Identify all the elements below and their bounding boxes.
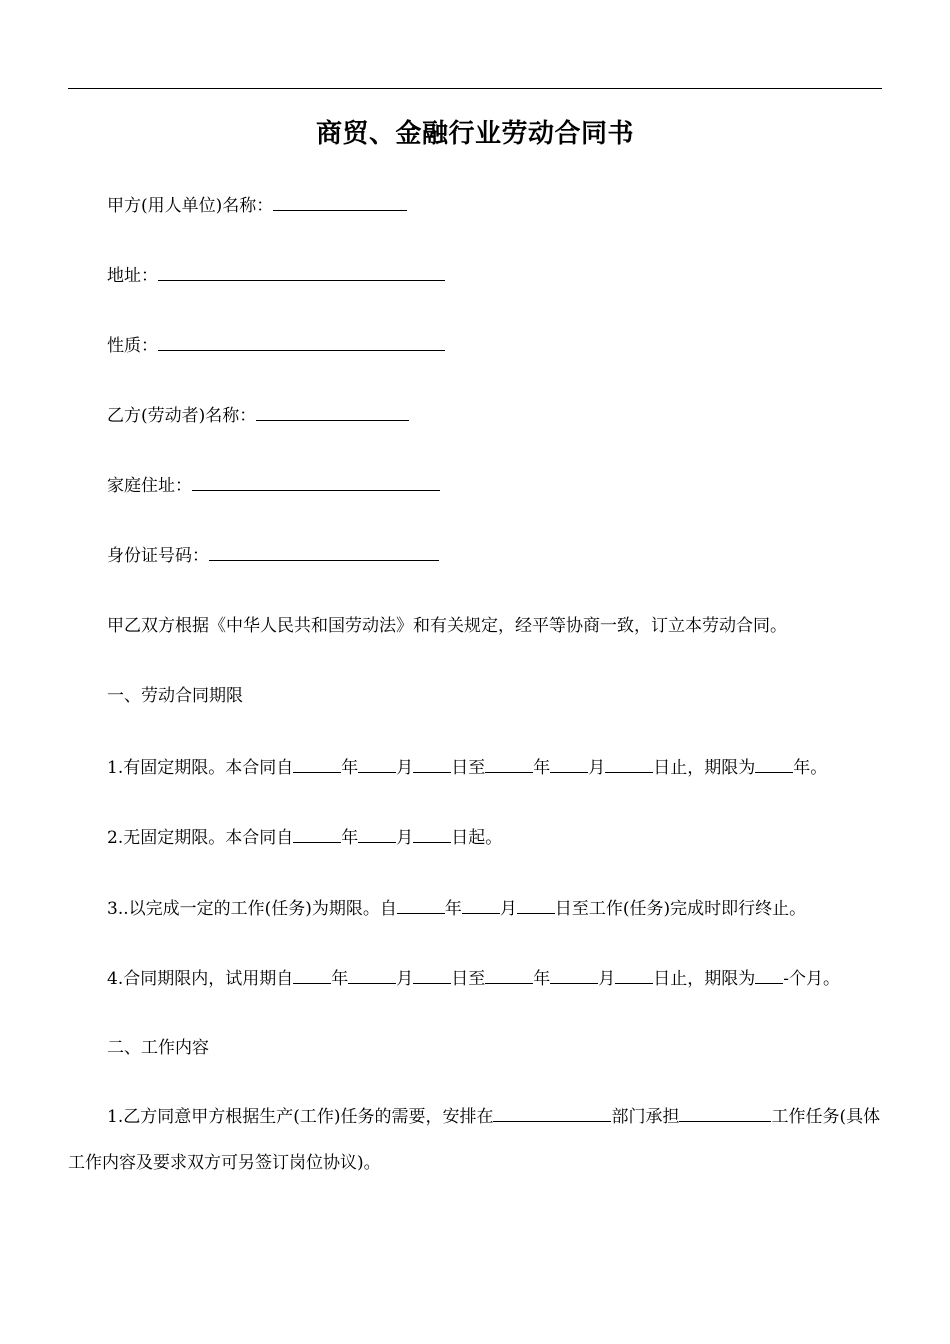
term1-text-c: 月 bbox=[396, 758, 414, 778]
term2-year-blank[interactable] bbox=[293, 825, 341, 843]
nature-line bbox=[107, 333, 445, 358]
term3-month-blank[interactable] bbox=[462, 896, 500, 914]
term4-text-d: 日至 bbox=[451, 969, 486, 989]
term4-end-day-blank[interactable] bbox=[615, 966, 653, 984]
work1-paragraph bbox=[68, 1094, 882, 1186]
term3-day-blank[interactable] bbox=[517, 896, 555, 914]
term1-text-e: 年 bbox=[533, 758, 551, 778]
term1-line bbox=[107, 755, 827, 780]
address-blank[interactable] bbox=[158, 263, 445, 281]
term4-text-c: 月 bbox=[396, 969, 414, 989]
home-address-blank[interactable] bbox=[192, 473, 440, 491]
term1-end-month-blank[interactable] bbox=[550, 755, 588, 773]
term2-day-blank[interactable] bbox=[413, 825, 451, 843]
term1-end-year-blank[interactable] bbox=[485, 755, 533, 773]
work1-text-a: 1.乙方同意甲方根据生产(工作)任务的需要，安排在 bbox=[107, 1107, 494, 1127]
term1-text-f: 月 bbox=[588, 758, 606, 778]
party-a-label: 甲方(用人单位)名称： bbox=[107, 196, 274, 216]
work1-task-blank[interactable] bbox=[679, 1104, 771, 1122]
party-b-label: 乙方(劳动者)名称： bbox=[107, 406, 257, 426]
term1-text-b: 年 bbox=[341, 758, 359, 778]
party-b-line bbox=[107, 403, 409, 428]
term1-start-month-blank[interactable] bbox=[358, 755, 396, 773]
term2-text-a: 2.无固定期限。本合同自 bbox=[107, 828, 294, 848]
term1-years-blank[interactable] bbox=[755, 755, 793, 773]
term4-months-blank[interactable] bbox=[755, 966, 783, 984]
term1-text-a: 1.有固定期限。本合同自 bbox=[107, 758, 294, 778]
term1-text-g: 日止，期限为 bbox=[653, 758, 756, 778]
term4-text-g: 日止，期限为 bbox=[653, 969, 756, 989]
top-rule bbox=[68, 88, 882, 89]
term4-end-year-blank[interactable] bbox=[485, 966, 533, 984]
term3-line bbox=[107, 896, 806, 921]
document-title: 商贸、金融行业劳动合同书 bbox=[315, 119, 634, 149]
section1-heading: 一、劳动合同期限 bbox=[107, 686, 243, 706]
party-b-name-blank[interactable] bbox=[256, 403, 409, 421]
term1-text-h: 年。 bbox=[793, 758, 828, 778]
address-label: 地址： bbox=[107, 266, 158, 286]
id-number-line bbox=[107, 543, 439, 568]
term3-year-blank[interactable] bbox=[397, 896, 445, 914]
term1-start-day-blank[interactable] bbox=[413, 755, 451, 773]
term1-end-day-blank[interactable] bbox=[605, 755, 653, 773]
term4-line bbox=[107, 966, 840, 991]
term2-text-b: 年 bbox=[341, 828, 359, 848]
term3-text-b: 年 bbox=[444, 899, 462, 919]
term4-text-h: -个月。 bbox=[783, 969, 840, 989]
nature-label: 性质： bbox=[107, 336, 158, 356]
term4-start-year-blank[interactable] bbox=[293, 966, 331, 984]
term2-line bbox=[107, 825, 502, 850]
term2-text-d: 日起。 bbox=[451, 828, 503, 848]
section2-heading: 二、工作内容 bbox=[107, 1038, 209, 1058]
intro-paragraph: 甲乙双方根据《中华人民共和国劳动法》和有关规定，经平等协商一致，订立本劳动合同。 bbox=[107, 616, 787, 636]
term4-start-month-blank[interactable] bbox=[348, 966, 396, 984]
home-address-line bbox=[107, 473, 440, 498]
id-number-label: 身份证号码： bbox=[107, 546, 209, 566]
home-address-label: 家庭住址： bbox=[107, 476, 192, 496]
term2-text-c: 月 bbox=[396, 828, 414, 848]
term3-text-c: 月 bbox=[499, 899, 517, 919]
term4-text-a: 4.合同期限内，试用期自 bbox=[107, 969, 294, 989]
term3-text-a: 3..以完成一定的工作(任务)为期限。自 bbox=[107, 899, 397, 919]
term4-end-month-blank[interactable] bbox=[550, 966, 598, 984]
party-a-name-blank[interactable] bbox=[273, 193, 407, 211]
term4-start-day-blank[interactable] bbox=[413, 966, 451, 984]
nature-blank[interactable] bbox=[158, 333, 445, 351]
party-a-line bbox=[107, 193, 407, 218]
term4-text-b: 年 bbox=[331, 969, 349, 989]
term4-text-e: 年 bbox=[533, 969, 551, 989]
term4-text-f: 月 bbox=[598, 969, 616, 989]
term2-month-blank[interactable] bbox=[358, 825, 396, 843]
work1-department-blank[interactable] bbox=[493, 1104, 611, 1122]
work1-text-b: 部门承担 bbox=[611, 1107, 680, 1127]
address-line bbox=[107, 263, 445, 288]
work1-text-c: 工作任务(具体工作内容及要求双方可另签订岗位协议)。 bbox=[68, 1107, 881, 1173]
term1-start-year-blank[interactable] bbox=[293, 755, 341, 773]
id-number-blank[interactable] bbox=[209, 543, 439, 561]
term1-text-d: 日至 bbox=[451, 758, 486, 778]
term3-text-d: 日至工作(任务)完成时即行终止。 bbox=[554, 899, 807, 919]
